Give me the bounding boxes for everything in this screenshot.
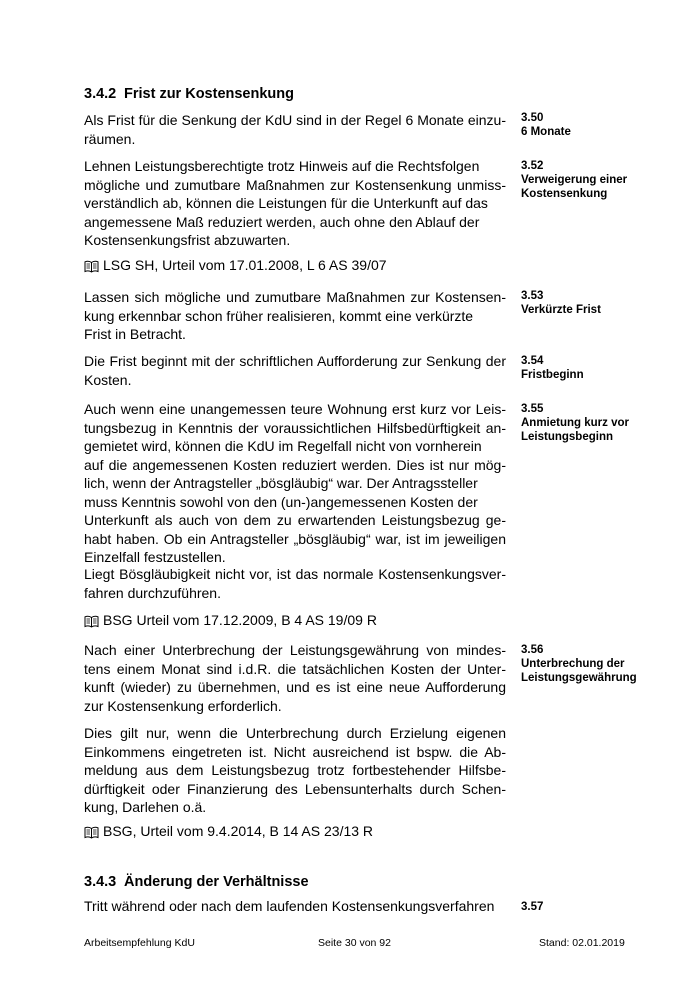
- text-line: auf die angemessenen Kosten reduziert werden. Dies ist nur mög-: [84, 456, 506, 473]
- margin-note: [521, 402, 661, 444]
- text-line: Frist in Betracht.: [84, 326, 186, 342]
- margin-note-label: Verkürzte Frist: [521, 304, 601, 316]
- text-line: dürftigkeit oder Finanzierung des Lebensunterhalts durch Schen-: [84, 780, 506, 797]
- section-number: 3.4.2: [84, 86, 117, 102]
- text-line: kung, Darlehen o.ä.: [84, 799, 207, 815]
- margin-note-number: 3.52: [521, 160, 544, 172]
- margin-note: [521, 289, 661, 317]
- margin-note-number: 3.54: [521, 355, 544, 367]
- text-line: mögliche und zumutbare Maßnahmen zur Kostensenkung unmiss-: [84, 176, 506, 193]
- paragraph: [84, 352, 506, 389]
- paragraph: [84, 288, 506, 344]
- paragraph: [84, 157, 506, 250]
- paragraph: [84, 111, 506, 148]
- text-line: habt haben. Ob ein Antragsteller „bösgläubig“ war, ist im jeweiligen: [84, 530, 506, 547]
- text-line: Dies gilt nur, wenn die Unterbrechung durch Erzielung eigenen: [84, 725, 506, 741]
- text-line: Lassen sich mögliche und zumutbare Maßnahmen zur Kostensen-: [84, 289, 506, 305]
- book-icon: [84, 826, 99, 839]
- book-icon: [84, 260, 99, 273]
- margin-note: [521, 354, 661, 382]
- margin-note-number: 3.55: [521, 403, 544, 415]
- text-line: Tritt während oder nach dem laufenden Kostensenkungsverfahren: [84, 898, 495, 914]
- margin-note-label: 6 Monate: [521, 126, 571, 138]
- text-line: kunft (wieder) zu übernehmen, und es ist eine neue Aufforderung: [84, 679, 506, 695]
- text-line: Auch wenn eine unangemessen teure Wohnung erst kurz vor Leis-: [84, 401, 506, 417]
- paragraph: [84, 565, 506, 602]
- text-line: muss Kenntnis sowohl von den (un-)angemessenen Kosten der: [84, 493, 478, 510]
- margin-note: [521, 159, 661, 201]
- margin-note-label: Fristbeginn: [521, 369, 584, 381]
- paragraph: [84, 641, 506, 715]
- margin-note-number: 3.50: [521, 112, 544, 124]
- text-line: Kostensenkungsfrist abzuwarten.: [84, 232, 291, 248]
- margin-note-label: Verweigerung einer: [521, 174, 628, 186]
- margin-note-label: Leistungsgewährung: [521, 672, 637, 684]
- section-title: Frist zur Kostensenkung: [124, 86, 294, 102]
- book-icon: [84, 615, 99, 628]
- margin-note-label: Anmietung kurz vor: [521, 417, 629, 429]
- text-line: gemietet wird, können die KdU im Regelfall nicht von vornherein: [84, 438, 482, 454]
- text-line: Als Frist für die Senkung der KdU sind in der Regel 6 Monate einzu-: [84, 112, 506, 128]
- text-line: Lehnen Leistungsberechtigte trotz Hinweis auf die Rechtsfolgen: [84, 158, 480, 174]
- section-heading: [84, 86, 294, 102]
- margin-note-label: Leistungsbeginn: [521, 431, 613, 443]
- case-reference: [84, 611, 377, 629]
- margin-note-number: 3.56: [521, 644, 544, 656]
- text-line: verständlich ab, können die Leistungen für die Unterkunft auf das: [84, 195, 488, 211]
- margin-note-label: Unterbrechung der: [521, 658, 625, 670]
- text-line: tungsbezug in Kenntnis der voraussichtlichen Hilfsbedürftigkeit an-: [84, 419, 506, 436]
- text-line: Einzelfall festzustellen.: [84, 549, 226, 565]
- reference-text: BSG, Urteil vom 9.4.2014, B 14 AS 23/13 R: [103, 823, 374, 839]
- margin-note-number: 3.53: [521, 290, 544, 302]
- text-line: Einkommens eingetreten ist. Nicht ausreichend ist bspw. die Ab-: [84, 743, 506, 760]
- text-line: tens einem Monat sind i.d.R. die tatsächlichen Kosten der Unter-: [84, 660, 506, 677]
- text-line: Liegt Bösgläubigkeit nicht vor, ist das normale Kostensenkungsver-: [84, 566, 506, 582]
- reference-text: BSG Urteil vom 17.12.2009, B 4 AS 19/09 R: [103, 612, 377, 628]
- footer-date: Stand: 02.01.2019: [539, 937, 625, 949]
- text-line: Kosten.: [84, 371, 132, 388]
- margin-note-label: Kostensenkung: [521, 188, 608, 200]
- paragraph: [84, 400, 506, 567]
- footer-document-title: Arbeitsempfehlung KdU: [84, 937, 195, 949]
- text-line: fahren durchzuführen.: [84, 584, 221, 601]
- section-heading: [84, 874, 309, 890]
- margin-note: [521, 643, 661, 685]
- text-line: kung erkennbar schon früher realisieren, kommt eine verkürzte: [84, 307, 474, 324]
- paragraph: [84, 724, 506, 817]
- text-line: Die Frist beginnt mit der schriftlichen Aufforderung zur Senkung der: [84, 353, 506, 369]
- section-title: Änderung der Verhältnisse: [124, 874, 309, 890]
- text-line: Unterkunft als auch von dem zu erwartenden Leistungsbezug ge-: [84, 512, 506, 528]
- text-line: lich, wenn der Antragsteller „bösgläubig“ war. Der Antragssteller: [84, 475, 478, 491]
- text-line: meldung aus dem Leistungsbezug trotz fortbestehender Hilfsbe-: [84, 762, 506, 778]
- margin-note: [521, 900, 661, 914]
- text-line: Nach einer Unterbrechung der Leistungsgewährung von mindes-: [84, 642, 506, 658]
- case-reference: [84, 822, 373, 840]
- margin-note: [521, 111, 661, 139]
- section-number: 3.4.3: [84, 874, 117, 890]
- text-line: angemessene Maß reduziert werden, auch ohne den Ablauf der: [84, 213, 480, 230]
- case-reference: [84, 256, 387, 274]
- footer-page-number: Seite 30 von 92: [318, 937, 391, 949]
- margin-note-number: 3.57: [521, 901, 544, 913]
- paragraph: [84, 897, 506, 916]
- text-line: räumen.: [84, 130, 136, 147]
- text-line: zur Kostensenkung erforderlich.: [84, 697, 282, 714]
- reference-text: LSG SH, Urteil vom 17.01.2008, L 6 AS 39/07: [103, 257, 387, 273]
